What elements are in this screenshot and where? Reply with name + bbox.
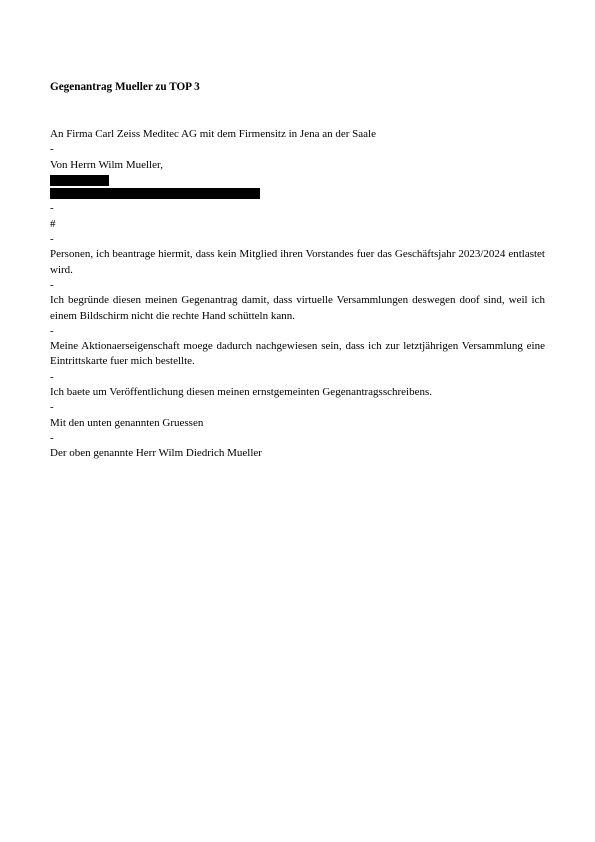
separator: - [50,324,54,337]
signature-line: Der oben genannte Herr Wilm Diedrich Mueller [50,447,262,460]
sender-line: Von Herrn Wilm Mueller, [50,158,163,171]
paragraph-shareholder-proof: Meine Aktionaerseigenschaft moege dadurch nachgewiesen sein, dass ich zur letztjährigen Versammlung eine Eintrittskarte fuer mich bestellte. [50,340,545,368]
recipient-line: An Firma Carl Zeiss Meditec AG mit dem Firmensitz in Jena an der Saale [50,128,376,140]
document-body [50,127,545,462]
closing-line: Mit den unten genannten Gruessen [50,416,204,429]
separator: - [50,401,54,414]
paragraph-publication-request: Ich baete um Veröffentlichung diesen meinen ernstgemeinten Gegenantragsschreibens. [50,386,433,399]
separator: - [50,202,54,215]
separator: - [50,143,54,156]
separator: - [50,370,54,383]
document-title: Gegenantrag Mueller zu TOP 3 [50,81,200,93]
redaction-bar [50,175,109,186]
separator: - [50,233,54,246]
hash-line: # [50,217,56,230]
separator: - [50,278,54,291]
paragraph-motion: Personen, ich beantrage hiermit, dass kein Mitglied ihren Vorstandes fuer das Geschäftsjahr 2023/2024 entlastet wird. [50,248,545,276]
redaction-bar [50,188,260,199]
separator: - [50,431,54,444]
paragraph-justification: Ich begründe diesen meinen Gegenantrag damit, dass virtuelle Versammlungen deswegen doof sind, weil ich einem Bildschirm nicht die rechte Hand schütteln kann. [50,294,545,322]
